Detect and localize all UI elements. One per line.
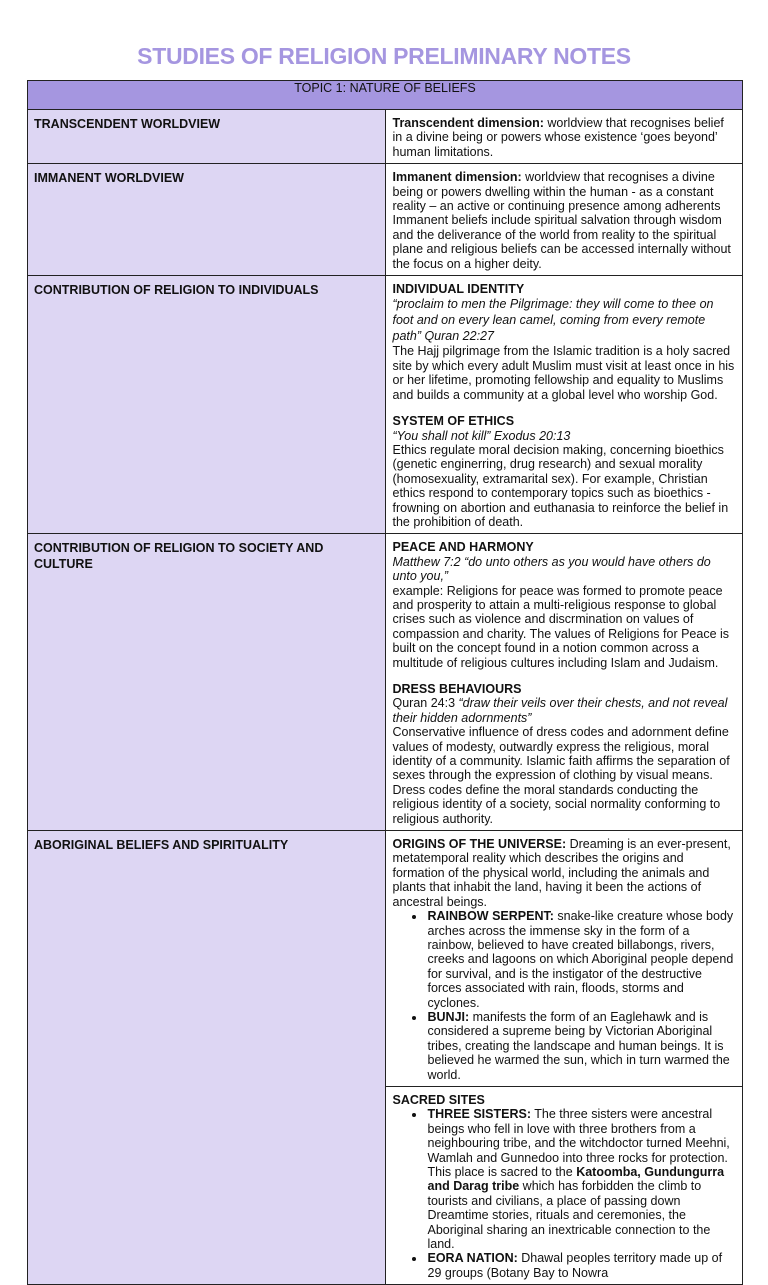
row-label: ABORIGINAL BELIEFS AND SPIRITUALITY [28, 831, 386, 1285]
list-item [426, 1251, 737, 1280]
text: snake-like creature whose body arches across the immense sky in the form of a rainbow, believed to have created billabongs, rivers, creeks and lagoons on which Aboriginal people depend for survival, and is the instigator of the destructive forces associated with rain, floods, storms and cyclones. [427, 909, 734, 1010]
quote: “proclaim to men the Pilgrimage: they will come to thee on foot and on every lean camel, coming from every remote path” Quran 22:27 [392, 297, 714, 344]
list-item [426, 1107, 737, 1251]
paragraph: Immanent beliefs include spiritual salvation through wisdom and the deliverance of the world from reality to the spiritual plane and religious beliefs can be accessed internally without the focus on a higher deity. [392, 213, 731, 271]
section [393, 682, 737, 826]
term: THREE SISTERS: [427, 1107, 531, 1122]
row-content [385, 1086, 743, 1284]
section-heading: PEACE AND HARMONY [392, 540, 534, 555]
section-text: The Hajj pilgrimage from the Islamic tradition is a holy sacred site by which every adult Muslim must visit at least once in his or her lifetime, promoting fellowship and equality to Muslims and builds a community at a global level who worship God. [392, 344, 735, 402]
term: BUNJI: [427, 1009, 470, 1024]
text: The three sisters were ancestral beings who fell in love with three brothers from a neighbouring tribe, and the witchdoctor turned Meehni, Wamlah and Gunnedoo into three rocks for protection. This place is sacred to the [427, 1107, 730, 1179]
row-content [385, 164, 743, 276]
table-row [28, 276, 743, 534]
paragraph [393, 116, 737, 159]
section-heading: SYSTEM OF ETHICS [392, 414, 515, 429]
section-heading: DRESS BEHAVIOURS [392, 682, 522, 696]
term: Transcendent dimension: [392, 116, 544, 130]
list-item [426, 909, 737, 1010]
section-heading: INDIVIDUAL IDENTITY [392, 282, 525, 297]
row-label: CONTRIBUTION OF RELIGION TO SOCIETY AND CULTURE [28, 534, 386, 831]
section-heading: ORIGINS OF THE UNIVERSE: [392, 837, 567, 852]
paragraph [393, 837, 737, 909]
text: worldview that recognises a divine being or powers dwelling within the human - as a constant reality – an active or continuing presence among adherents [392, 170, 721, 214]
section-text: Ethics regulate moral decision making, concerning bioethics (genetic enginerring, drug research) and sexual morality (homosexuality, extramarital sex). For example, Christian ethics respond to contemporary topics such as bioethics - frowning on abortion and euthanasia to reinforce the belief in the prohibition of death. [392, 442, 729, 529]
bullet-list [393, 1107, 737, 1280]
term: RAINBOW SERPENT: [427, 909, 554, 924]
topic-row [28, 81, 743, 110]
text: Dreaming is an ever-present, metatemporal reality which describes the origins and formation of the physical world, including the animals and plants that inhabit the land, having it been the actions of ancestral beings. [392, 837, 731, 909]
section-heading: SACRED SITES [392, 1092, 485, 1107]
section [393, 540, 737, 670]
page-title: STUDIES OF RELIGION PRELIMINARY NOTES [137, 43, 631, 69]
text: manifests the form of an Eaglehawk and is considered a supreme being by Victorian Aboriginal tribes, creating the landscape and human beings. It is believed he warmed the sun, which in turn warmed the world. [427, 1009, 730, 1082]
list-item [426, 1010, 737, 1082]
table-row [28, 831, 743, 1087]
row-label: CONTRIBUTION OF RELIGION TO INDIVIDUALS [28, 276, 386, 534]
table-row [28, 110, 743, 164]
row-content [385, 534, 743, 831]
row-content [385, 831, 743, 1087]
term: Katoomba, Gundungurra and Darag tribe [427, 1165, 725, 1194]
row-content [385, 110, 743, 164]
quote: “draw their veils over their chests, and not reveal their hidden adornments” [392, 696, 728, 725]
notes-table [27, 80, 743, 1285]
quote-line [393, 696, 737, 725]
quote: “You shall not kill” Exodus 20:13 [392, 428, 571, 443]
bullet-list [393, 909, 737, 1082]
section [393, 414, 737, 529]
section-text: Conservative influence of dress codes and adornment define values of modesty, outwardly express the religious, moral identity of a community. Islamic faith affirms the separation of sexes through the expression of clothing by visual means. Dress codes define the moral standards conducting the religious identity of a society, social normality conforming to religious authority. [392, 725, 730, 826]
topic-header: TOPIC 1: NATURE OF BELIEFS [28, 81, 743, 110]
term: Immanent dimension: [392, 170, 522, 185]
row-label: TRANSCENDENT WORLDVIEW [28, 110, 386, 164]
table-row [28, 534, 743, 831]
paragraph [393, 170, 737, 213]
row-content [385, 276, 743, 534]
text: which has forbidden the climb to tourists and civilians, a place of passing down Dreamtime stories, rituals and ceremonies, the Aboriginal sharing an inextricable connection to the land. [427, 1179, 711, 1252]
text: worldview that recognises belief in a divine being or powers whose existence ‘goes beyond’ human limitations. [392, 116, 724, 159]
text: Dhawal peoples territory made up of 29 groups (Botany Bay to Nowra [427, 1251, 723, 1280]
quote: Matthew 7:2 “do unto others as you would have others do unto you,” [392, 554, 711, 584]
section [393, 282, 737, 402]
section-text: example: Religions for peace was formed to promote peace and prosperity to attain a multi-religious response to global crises such as violence and discrmination on values of compassion and charity. The values of Religions for Peace is built on the concept found in a notion common across a multitude of religious cultures including Islam and Judaism. [392, 583, 730, 670]
table-row [28, 164, 743, 276]
row-label: IMMANENT WORLDVIEW [28, 164, 386, 276]
reference: Quran 24:3 [392, 696, 459, 711]
term: EORA NATION: [427, 1251, 518, 1266]
